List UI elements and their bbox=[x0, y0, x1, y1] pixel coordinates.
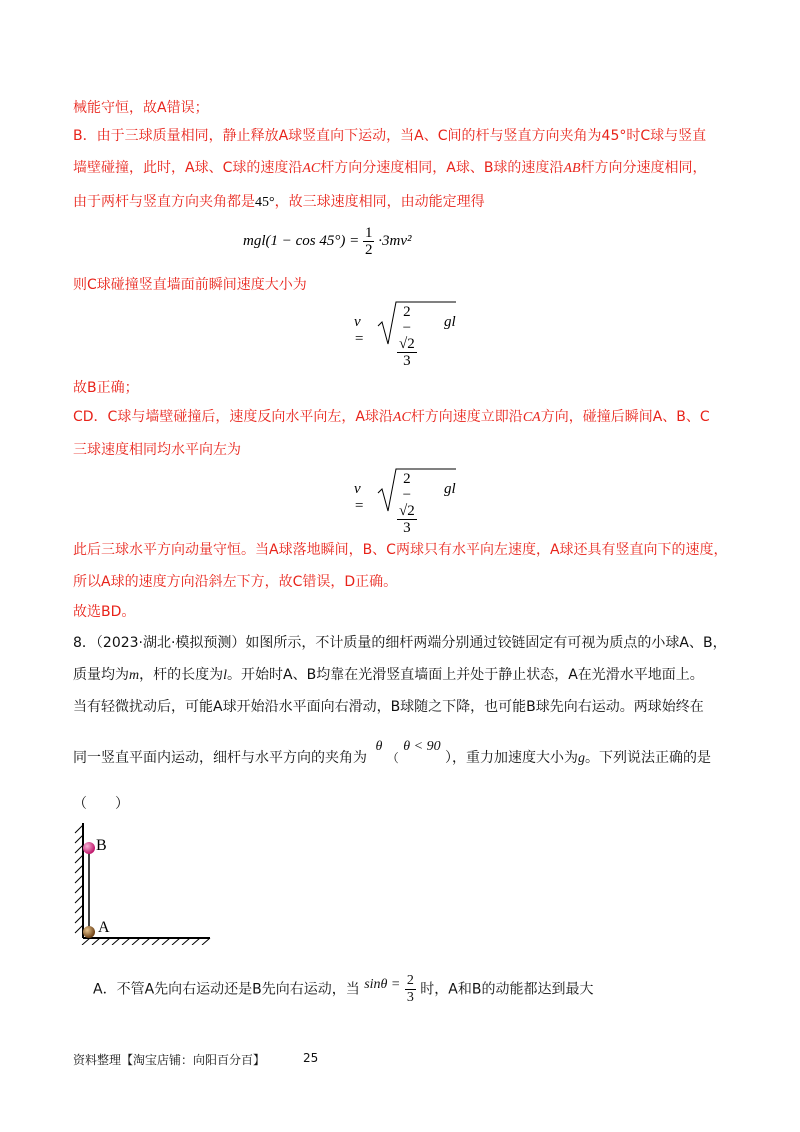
answer-blank: （ ） bbox=[73, 796, 129, 812]
ball-a bbox=[83, 926, 95, 938]
ball-b bbox=[83, 842, 95, 854]
solution-line: 故选BD。 bbox=[73, 604, 136, 620]
solution-line: 此后三球水平方向动量守恒。当A球落地瞬间，B、C两球只有水平向左速度，A球还具有竖直向下的速度， bbox=[73, 542, 728, 558]
solution-line: 则C球碰撞竖直墙面前瞬间速度大小为 bbox=[73, 277, 307, 293]
solution-line: 故B正确； bbox=[73, 380, 139, 396]
energy-equation: mgl(1 − cos 45°) = $\frac{1}{2}$ ·3mv² bbox=[243, 225, 412, 258]
solution-line: CD．C球与墙壁碰撞后，速度反向水平向左，A球沿AC杆方向速度立即沿CA方向，碰撞后瞬间A、B、C bbox=[73, 409, 710, 425]
question-line: 质量均为m，杆的长度为l。开始时A、B均靠在光滑竖直墙面上并处于静止状态，A在光滑水平地面上。 bbox=[73, 667, 704, 683]
page-number: 25 bbox=[303, 1051, 319, 1065]
question-line: 同一竖直平面内运动，细杆与水平方向的夹角为 θ （ θ < 90 ），重力加速度大小为g。下列说法正确的是 bbox=[73, 739, 712, 766]
solution-line: B．由于三球质量相同，静止释放A球竖直向下运动，当A、C间的杆与竖直方向夹角为45°时C球与竖直 bbox=[73, 128, 707, 144]
solution-line: 三球速度相同均水平向左为 bbox=[73, 442, 241, 458]
option-a: A．不管A先向右运动还是B先向右运动，当 sinθ = $\frac{2}{3}$ 时，A和B的动能都达到最大 bbox=[93, 973, 594, 1005]
solution-line: 墙壁碰撞，此时，A球、C球的速度沿AC杆方向分速度相同，A球、B球的速度沿AB杆方向分速度相同， bbox=[73, 160, 707, 176]
footer-text: 资料整理【淘宝店铺：向阳百分百】 bbox=[73, 1053, 266, 1067]
question-line: 8．（2023·湖北·模拟预测）如图所示，不计质量的细杆两端分别通过铰链固定有可视为质点的小球A、B， bbox=[73, 635, 727, 651]
floor-hatching bbox=[82, 938, 210, 945]
label-a: A bbox=[98, 919, 110, 936]
question-line: 当有轻微扰动后，可能A球开始沿水平面向右滑动，B球随之下降，也可能B球先向右运动。两球始终在 bbox=[73, 699, 704, 715]
wall-floor-figure bbox=[70, 820, 215, 945]
solution-line: 所以A球的速度方向沿斜左下方，故C错误，D正确。 bbox=[73, 574, 398, 590]
wall-hatching bbox=[75, 825, 83, 933]
solution-line: 由于两杆与竖直方向夹角都是45°，故三球速度相同，由动能定理得 bbox=[73, 194, 485, 210]
label-b: B bbox=[96, 837, 107, 854]
solution-line: 械能守恒，故A错误； bbox=[73, 100, 209, 116]
